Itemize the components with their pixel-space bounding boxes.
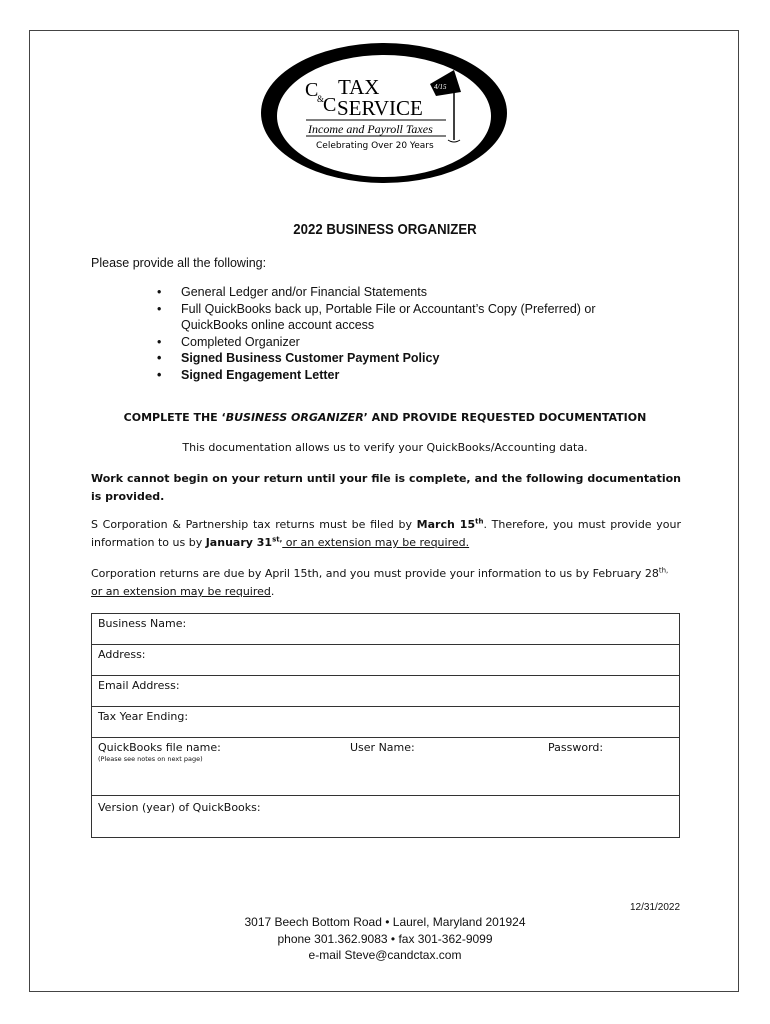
scorp-text-a: S Corporation & Partnership tax returns must be filed by — [91, 518, 417, 531]
logo-celebrating: Celebrating Over 20 Years — [316, 141, 434, 151]
footer-contact — [0, 914, 770, 964]
work-notice: Work cannot begin on your return until your file is complete, and the following documentation is provided. — [91, 472, 681, 503]
password-label: Password: — [548, 741, 604, 754]
corp-text-a: Corporation returns are due by April 15th, and you must provide your information to us by February 28 — [91, 567, 659, 580]
logo-tax: TAX — [338, 75, 380, 99]
quickbooks-file-label: QuickBooks file name: — [98, 741, 221, 754]
intro-text: Please provide all the following: — [91, 256, 267, 270]
list-item: • Completed Organizer — [140, 334, 640, 351]
email-address-field[interactable]: Email Address: — [92, 676, 680, 707]
business-info-form — [91, 613, 680, 838]
tax-year-ending-field[interactable]: Tax Year Ending: — [92, 707, 680, 738]
corp-sup-th: th, — [658, 566, 669, 575]
logo-c1: C — [305, 79, 319, 101]
list-item: • Full QuickBooks back up, Portable File or Accountant’s Copy (Preferred) or — [140, 301, 640, 318]
footer-email: e-mail Steve@candctax.com — [308, 948, 462, 962]
scorp-deadline-notice — [91, 516, 681, 552]
table-row — [92, 676, 680, 707]
table-row — [92, 796, 680, 838]
documentation-note: This documentation allows us to verify your QuickBooks/Accounting data. — [182, 441, 588, 454]
logo-amp: & — [317, 94, 325, 104]
page-title: 2022 BUSINESS ORGANIZER — [293, 221, 477, 238]
corp-deadline-notice — [91, 565, 681, 601]
address-field[interactable]: Address: — [92, 645, 680, 676]
corp-period: . — [270, 585, 275, 598]
logo-c2: C — [323, 94, 337, 116]
table-row — [92, 645, 680, 676]
table-row — [92, 707, 680, 738]
quickbooks-version-field[interactable]: Version (year) of QuickBooks: — [92, 796, 680, 838]
scorp-date-march: March 15 — [416, 518, 476, 531]
corp-extension-warning: or an extension may be required — [91, 585, 271, 598]
scorp-date-january: January 31 — [205, 536, 273, 549]
quickbooks-credentials-field[interactable] — [92, 738, 680, 796]
required-items-list — [140, 284, 640, 383]
scorp-sup-st: st, — [272, 535, 283, 544]
table-row — [92, 614, 680, 645]
heading-pre: COMPLETE THE ‘ — [123, 411, 226, 424]
list-item: • General Ledger and/or Financial Statements — [140, 284, 640, 301]
documentation-heading — [0, 411, 770, 424]
list-item: QuickBooks online account access — [181, 318, 375, 332]
company-logo — [258, 40, 510, 186]
logo-service: SERVICE — [337, 96, 423, 120]
list-item: • Signed Engagement Letter — [140, 367, 640, 384]
business-name-field[interactable]: Business Name: — [92, 614, 680, 645]
footer-phone: phone 301.362.9083 • fax 301-362-9099 — [277, 931, 493, 946]
scorp-extension-warning: or an extension may be required. — [282, 536, 470, 549]
quickbooks-note: (Please see notes on next page) — [98, 755, 203, 763]
heading-emphasis: BUSINESS ORGANIZER — [225, 411, 364, 424]
scorp-sup-th: th — [475, 517, 484, 526]
document-date: 12/31/2022 — [630, 902, 681, 913]
footer-address: 3017 Beech Bottom Road • Laurel, Maryland 201924 — [244, 915, 526, 929]
table-row — [92, 738, 680, 796]
heading-post: ’ AND PROVIDE REQUESTED DOCUMENTATION — [363, 411, 647, 424]
scorp-text-c: . Therefore, you must provide your information to us by — [91, 518, 681, 549]
user-name-label: User Name: — [350, 741, 415, 754]
list-item: • Signed Business Customer Payment Policy — [140, 350, 640, 367]
logo-tagline: Income and Payroll Taxes — [308, 122, 433, 136]
logo-flag: 4/15 — [434, 83, 447, 91]
